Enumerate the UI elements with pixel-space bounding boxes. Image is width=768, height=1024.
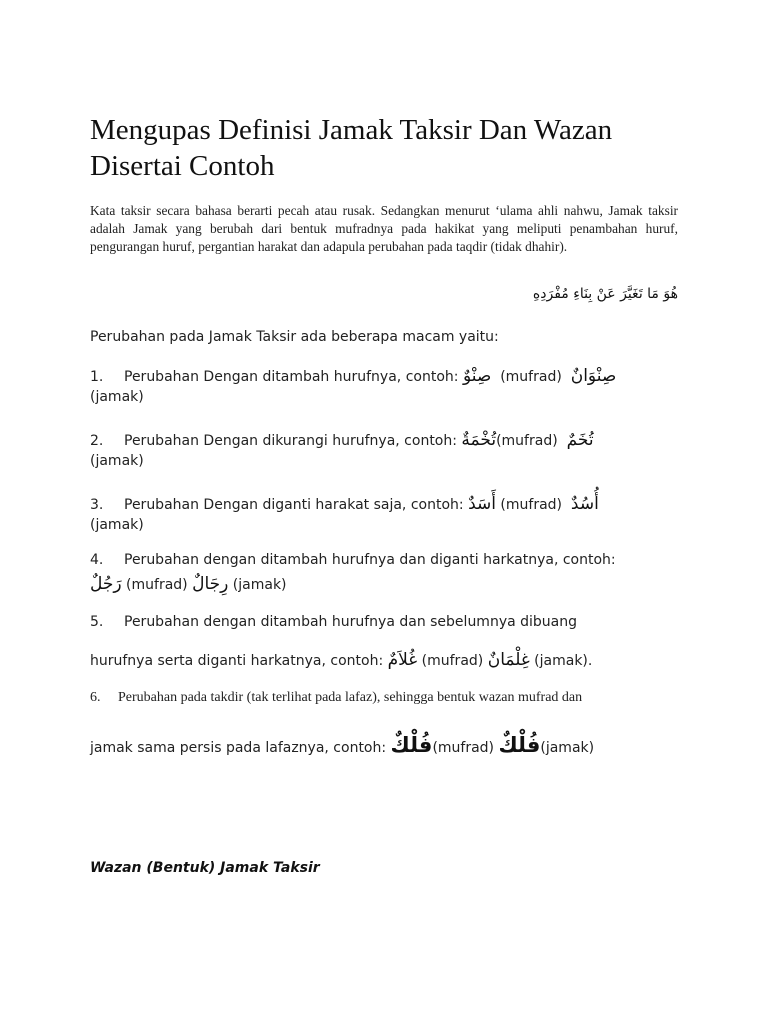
mufrad-label: (mufrad) bbox=[500, 497, 563, 513]
wazan-heading: Wazan (Bentuk) Jamak Taksir bbox=[90, 860, 320, 876]
intro-paragraph: Kata taksir secara bahasa berarti pecah atau rusak. Sedangkan menurut ‘ulama ahli nahwu, Jamak taksir adalah Jamak yang berubah dari bentuk mufradnya pada hakikat yang meliputi penambahan huruf, pengurangan huruf, pergantian harakat dan adapula perubahan pada taqdir (tidak dhahir). bbox=[90, 203, 678, 254]
item-text-continued: jamak sama persis pada lafaznya, contoh: bbox=[90, 740, 387, 756]
item-text: Perubahan dengan ditambah hurufnya dan diganti harkatnya, contoh: bbox=[124, 552, 616, 568]
jamak-label: (jamak) bbox=[232, 577, 287, 593]
jamak-word: فُلْكٌ bbox=[498, 733, 541, 757]
item-number: 3. bbox=[90, 497, 104, 513]
mufrad-word: رَجُلٌ bbox=[90, 574, 122, 594]
item-number: 4. bbox=[90, 552, 104, 568]
jamak-label: (jamak) bbox=[90, 389, 144, 405]
item-text: Perubahan pada takdir (tak terlihat pada lafaz), sehingga bentuk wazan mufrad dan bbox=[118, 690, 583, 705]
item-number: 1. bbox=[90, 369, 104, 385]
list-item-3 bbox=[90, 494, 599, 514]
jamak-label: (jamak) bbox=[90, 453, 144, 469]
item-number: 5. bbox=[90, 614, 104, 630]
list-item-5-continued bbox=[90, 650, 592, 670]
mufrad-word: فُلْكٌ bbox=[390, 733, 433, 757]
jamak-word: تُخَمٌ bbox=[566, 430, 594, 450]
jamak-label: (jamak) bbox=[540, 740, 595, 756]
jamak-label: (jamak) bbox=[90, 517, 144, 533]
item-text: Perubahan Dengan dikurangi hurufnya, contoh: bbox=[124, 433, 457, 449]
list-item-6-continued bbox=[90, 733, 594, 757]
list-item-6 bbox=[90, 690, 582, 706]
item-text: Perubahan Dengan diganti harakat saja, contoh: bbox=[124, 497, 464, 513]
mufrad-word: صِنْوٌ bbox=[462, 366, 492, 386]
mufrad-label: (mufrad) bbox=[500, 369, 562, 385]
list-item-5 bbox=[90, 614, 577, 630]
list-item-4-examples bbox=[90, 574, 287, 594]
mufrad-word: غُلاَمٌ bbox=[387, 650, 418, 670]
list-item-4 bbox=[90, 552, 616, 568]
mufrad-label: (mufrad) bbox=[432, 740, 495, 756]
mufrad-label: (mufrad) bbox=[421, 653, 484, 669]
list-item-2 bbox=[90, 430, 594, 450]
item-text-continued: hurufnya serta diganti harkatnya, contoh: bbox=[90, 653, 384, 669]
arabic-definition: هُوَ مَا تَغَيَّرَ عَنْ بِنَاءِ مُفْرَدِهِ bbox=[532, 286, 678, 302]
item-text: Perubahan dengan ditambah hurufnya dan sebelumnya dibuang bbox=[124, 614, 578, 630]
jamak-label: (jamak). bbox=[534, 653, 593, 669]
item-number: 6. bbox=[90, 690, 101, 705]
jamak-word: أُسُدٌ bbox=[570, 494, 599, 514]
jamak-word: رِجَالٌ bbox=[192, 574, 229, 594]
mufrad-word: أَسَدٌ bbox=[468, 494, 496, 514]
page-title: Mengupas Definisi Jamak Taksir Dan Wazan Disertai Contoh bbox=[90, 114, 613, 182]
mufrad-label: (mufrad) bbox=[126, 577, 188, 593]
item-text: Perubahan Dengan ditambah hurufnya, contoh: bbox=[124, 369, 459, 385]
jamak-word: صِنْوَانٌ bbox=[570, 366, 617, 386]
jamak-word: غِلْمَانٌ bbox=[487, 650, 530, 670]
list-intro: Perubahan pada Jamak Taksir ada beberapa macam yaitu: bbox=[90, 329, 499, 345]
mufrad-label: (mufrad) bbox=[496, 433, 558, 449]
list-item-1 bbox=[90, 366, 616, 386]
item-number: 2. bbox=[90, 433, 104, 449]
mufrad-word: تُخْمَةٌ bbox=[461, 430, 497, 450]
